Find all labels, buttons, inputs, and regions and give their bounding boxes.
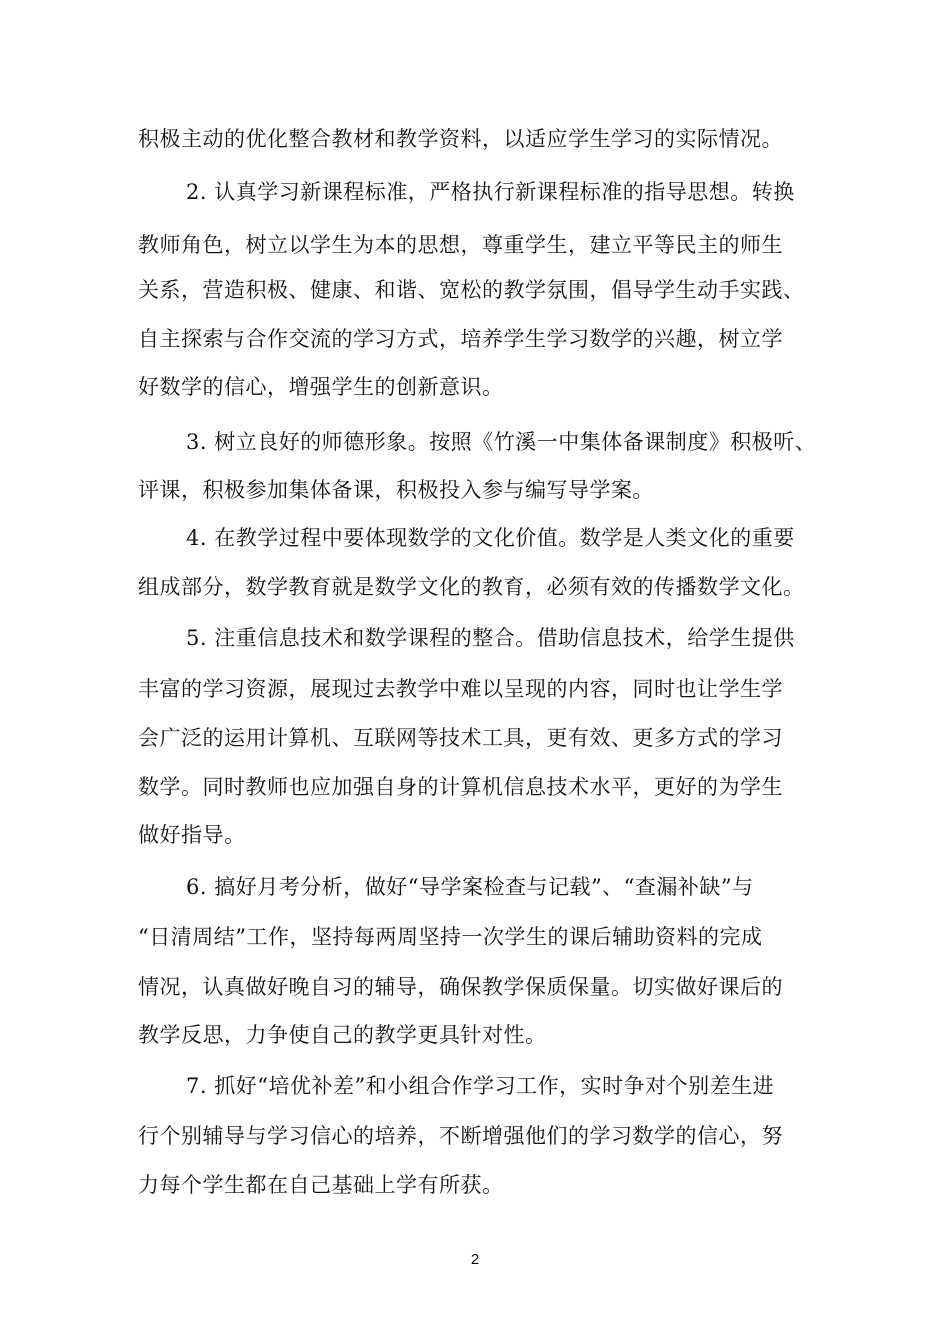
text-line: 做好指导。 (138, 823, 246, 847)
text-line: 关系，营造积极、健康、和谐、宽松的教学氛围，倡导学生动手实践、 (138, 278, 805, 302)
text-line: 3. 树立良好的师德形象。按照《竹溪一中集体备课制度》积极听、 (186, 430, 817, 454)
text-line: 数学。同时教师也应加强自身的计算机信息技术水平，更好的为学生 (138, 775, 783, 799)
text-line: 7. 抓好“培优补差”和小组合作学习工作，实时争对个别差生进 (186, 1074, 775, 1098)
text-line: 组成部分，数学教育就是数学文化的教育，必须有效的传播数学文化。 (138, 575, 805, 599)
text-line: 力每个学生都在自己基础上学有所获。 (138, 1173, 504, 1197)
text-line: 评课，积极参加集体备课，积极投入参与编写导学案。 (138, 478, 654, 502)
text-line: 2. 认真学习新课程标准，严格执行新课程标准的指导思想。转换 (186, 180, 795, 204)
text-line: 5. 注重信息技术和数学课程的整合。借助信息技术，给学生提供 (186, 626, 795, 650)
text-line: 教师角色，树立以学生为本的思想，尊重学生，建立平等民主的师生 (138, 233, 783, 257)
text-line: 教学反思，力争使自己的教学更具针对性。 (138, 1023, 547, 1047)
text-line: 自主探索与合作交流的学习方式，培养学生学习数学的兴趣，树立学 (138, 327, 783, 351)
text-line: 好数学的信心，增强学生的创新意识。 (138, 375, 504, 399)
text-line: 6. 搞好月考分析，做好“导学案检查与记载”、“查漏补缺”与 (186, 875, 754, 899)
text-line: 丰富的学习资源，展现过去教学中难以呈现的内容，同时也让学生学 (138, 677, 783, 701)
page-number: 2 (470, 1251, 480, 1268)
text-line: 会广泛的运用计算机、互联网等技术工具，更有效、更多方式的学习 (138, 726, 783, 750)
text-line: 情况，认真做好晚自习的辅导，确保教学保质保量。切实做好课后的 (138, 975, 783, 999)
text-line: “日清周结”工作，坚持每两周坚持一次学生的课后辅助资料的完成 (138, 925, 763, 949)
text-line: 行个别辅导与学习信心的培养，不断增强他们的学习数学的信心，努 (138, 1124, 783, 1148)
text-line: 4. 在教学过程中要体现数学的文化价值。数学是人类文化的重要 (186, 526, 795, 550)
text-line: 积极主动的优化整合教材和教学资料，以适应学生学习的实际情况。 (138, 127, 783, 151)
